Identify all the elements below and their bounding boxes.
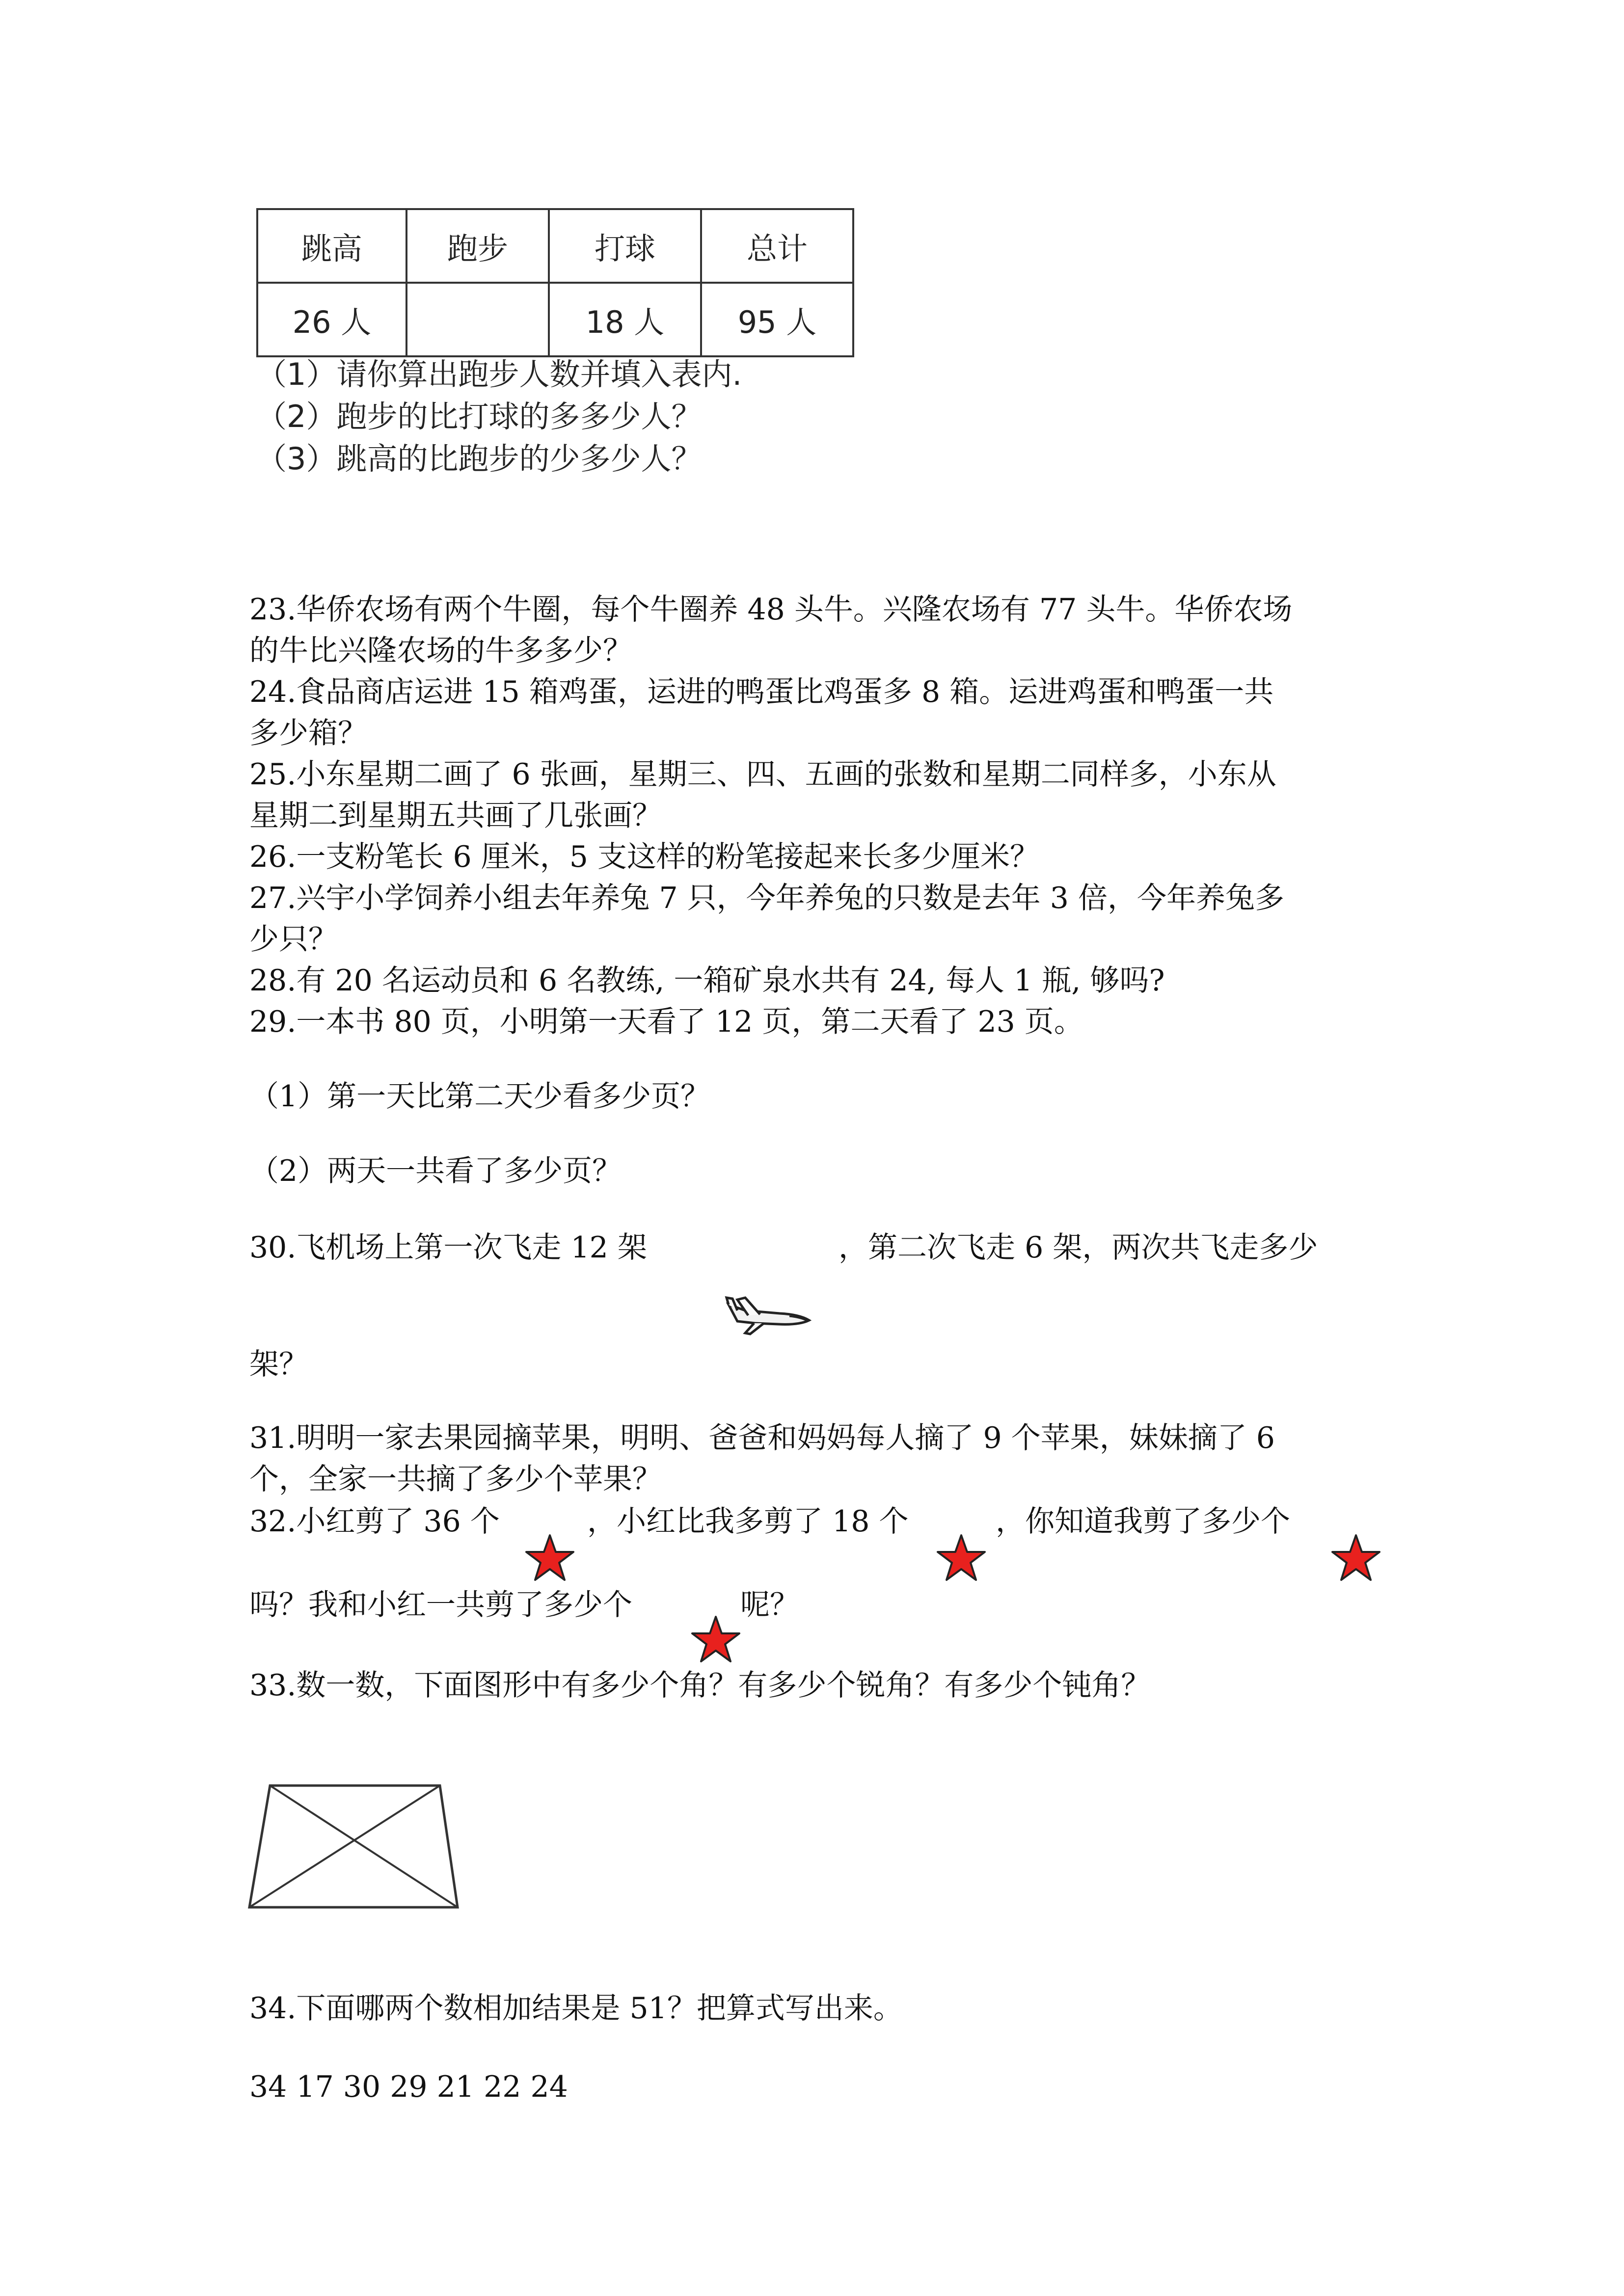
- problem-32-part-a: 32.小红剪了 36 个: [249, 1504, 500, 1539]
- problem-32-part-e: 呢？: [740, 1588, 799, 1622]
- problem-23-line-2: 的牛比兴隆农场的牛多多少？: [249, 634, 632, 668]
- table-question-2: （2）跑步的比打球的多多少人？: [256, 399, 702, 434]
- problem-29-question-2: （2）两天一共看了多少页？: [249, 1154, 622, 1188]
- table-cell: 95 人: [701, 283, 853, 356]
- table-question-1: （1）请你算出跑步人数并填入表内.: [256, 356, 742, 392]
- problem-31-line-2: 个，全家一共摘了多少个苹果？: [249, 1462, 662, 1496]
- problem-34-numbers: 34 17 30 29 21 22 24: [249, 2070, 568, 2104]
- table-header-cell: 跳高: [257, 209, 406, 283]
- table-header-cell: 打球: [549, 209, 701, 283]
- problem-25-line-1: 25.小东星期二画了 6 张画，星期三、四、五画的张数和星期二同样多，小东从: [249, 757, 1276, 792]
- problem-30-part-b: ，第二次飞走 6 架，两次共飞走多少: [839, 1230, 1318, 1265]
- table-header-row: [257, 209, 853, 283]
- problem-24-line-2: 多少箱？: [249, 716, 367, 750]
- star-icon: [1330, 1533, 1381, 1582]
- table-header-cell: 跑步: [406, 209, 549, 283]
- problem-32-part-d: 吗？我和小红一共剪了多少个: [249, 1588, 632, 1622]
- problem-30-part-c: 架？: [249, 1347, 308, 1382]
- table-cell: 26 人: [257, 283, 406, 356]
- table-question-3: （3）跳高的比跑步的少多少人？: [256, 441, 702, 477]
- sports-table: [256, 208, 854, 357]
- airplane-icon: [726, 1289, 813, 1336]
- problem-33: 33.数一数，下面图形中有多少个角？有多少个锐角？有多少个钝角？: [249, 1668, 1151, 1703]
- problem-25-line-2: 星期二到星期五共画了几张画？: [249, 799, 662, 833]
- problem-27-line-2: 少只？: [249, 922, 338, 957]
- problem-31-line-1: 31.明明一家去果园摘苹果，明明、爸爸和妈妈每人摘了 9 个苹果，妹妹摘了 6: [249, 1421, 1275, 1455]
- star-icon: [690, 1615, 741, 1664]
- problem-23-line-1: 23.华侨农场有两个牛圈，每个牛圈养 48 头牛。兴隆农场有 77 头牛。华侨农场: [249, 592, 1293, 627]
- problem-24-line-1: 24.食品商店运进 15 箱鸡蛋，运进的鸭蛋比鸡蛋多 8 箱。运进鸡蛋和鸭蛋一共: [249, 675, 1274, 709]
- problem-34: 34.下面哪两个数相加结果是 51？把算式写出来。: [249, 1991, 903, 2026]
- problem-32-part-b: ，小红比我多剪了 18 个: [587, 1504, 909, 1539]
- trapezoid-diagram: [245, 1782, 461, 1912]
- star-icon: [936, 1533, 987, 1582]
- table-row: [257, 283, 853, 356]
- table-cell-answer: [406, 283, 549, 356]
- problem-29: 29.一本书 80 页，小明第一天看了 12 页，第二天看了 23 页。: [249, 1005, 1083, 1039]
- table-header-cell: 总计: [701, 209, 853, 283]
- star-icon: [524, 1533, 575, 1582]
- problem-26: 26.一支粉笔长 6 厘米，5 支这样的粉笔接起来长多少厘米？: [249, 840, 1039, 874]
- problem-27-line-1: 27.兴宇小学饲养小组去年养兔 7 只，今年养兔的只数是去年 3 倍，今年养兔多: [249, 881, 1285, 915]
- table-cell: 18 人: [549, 283, 701, 356]
- problem-32-part-c: ，你知道我剪了多少个: [996, 1504, 1290, 1539]
- problem-30-part-a: 30.飞机场上第一次飞走 12 架: [249, 1230, 647, 1265]
- problem-28: 28.有 20 名运动员和 6 名教练, 一箱矿泉水共有 24, 每人 1 瓶, 够吗?: [249, 963, 1165, 998]
- problem-29-question-1: （1）第一天比第二天少看多少页？: [249, 1079, 710, 1114]
